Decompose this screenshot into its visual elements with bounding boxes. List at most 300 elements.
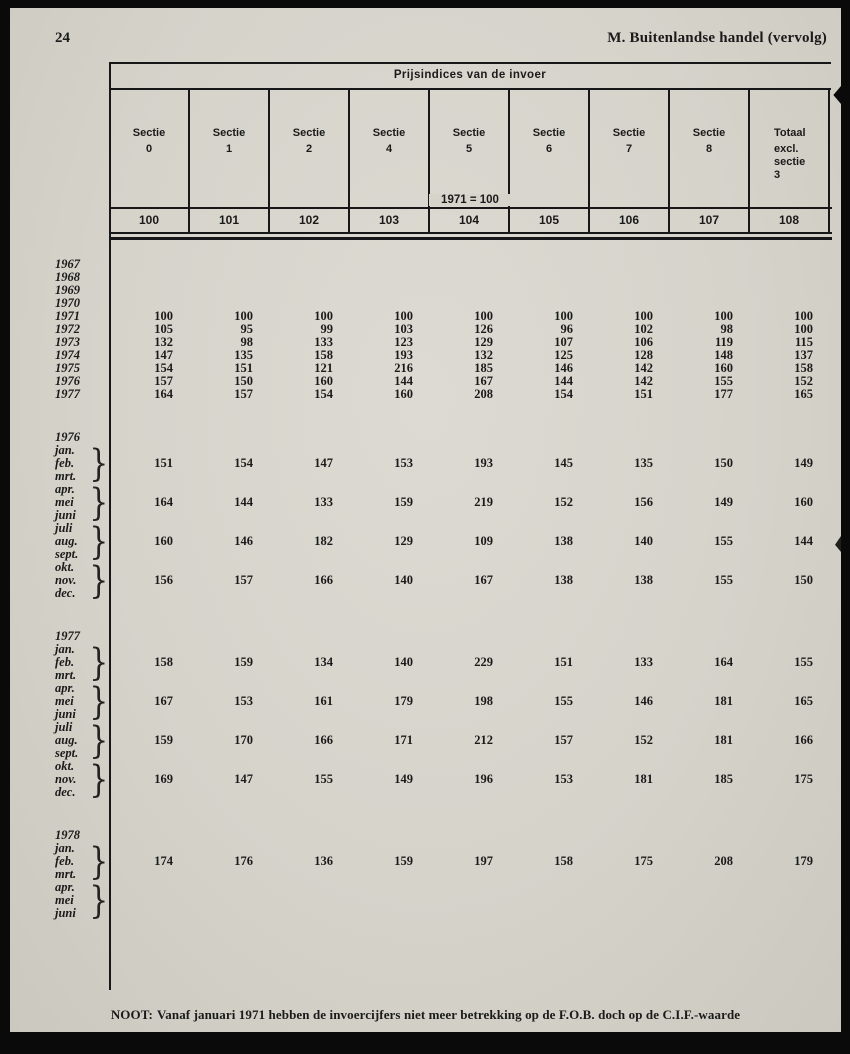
brace-icon: } (89, 679, 109, 723)
value-cell: 166 (314, 573, 333, 587)
value-cell: 160 (714, 361, 733, 375)
value-cell: 106 (634, 335, 653, 349)
value-cell: 197 (474, 854, 493, 868)
value-cell: 182 (314, 534, 333, 548)
value-cell: 134 (314, 655, 333, 669)
value-cell (350, 258, 430, 271)
column-header-name: Sectie (372, 127, 406, 139)
value-cell: 158 (794, 361, 813, 375)
month-label: juni (55, 707, 76, 721)
value-cell (670, 284, 750, 297)
month-label: juni (55, 508, 76, 522)
value-cell (430, 297, 510, 310)
value-cell: 155 (714, 534, 733, 548)
value-cell (270, 271, 350, 284)
value-cell (350, 297, 430, 310)
year-block-label-1976 (40, 431, 832, 444)
month-label: aug. (55, 733, 78, 747)
value-cell: 176 (234, 854, 253, 868)
value-cell: 166 (794, 733, 813, 747)
value-cell (270, 881, 350, 920)
value-cell: 155 (794, 655, 813, 669)
year-label: 1976 (55, 374, 80, 388)
month-group (40, 679, 832, 723)
value-cell (670, 881, 750, 920)
brace-icon: } (89, 558, 109, 602)
value-cell: 138 (554, 573, 573, 587)
column-number-102: 102 (270, 209, 350, 232)
value-cell: 160 (794, 495, 813, 509)
value-cell: 147 (154, 348, 173, 362)
value-cell: 123 (394, 335, 413, 349)
value-cell: 161 (314, 694, 333, 708)
column-header-name: Sectie (452, 127, 486, 139)
value-cell: 140 (394, 573, 413, 587)
value-cell (190, 284, 270, 297)
value-cell (270, 297, 350, 310)
value-cell: 160 (394, 387, 413, 401)
value-cell (350, 881, 430, 920)
brace-icon: } (89, 757, 109, 801)
month-label: juni (55, 906, 76, 920)
value-cell: 152 (794, 374, 813, 388)
month-labels (40, 519, 110, 563)
value-cell: 146 (234, 534, 253, 548)
value-cell: 98 (240, 335, 253, 349)
value-cell: 100 (554, 309, 573, 323)
value-cell: 170 (234, 733, 253, 747)
value-cell: 198 (474, 694, 493, 708)
value-cell: 208 (714, 854, 733, 868)
value-cell (430, 258, 510, 271)
value-cell: 136 (314, 854, 333, 868)
value-cell: 158 (154, 655, 173, 669)
year-label: 1971 (55, 309, 80, 323)
value-cell (670, 297, 750, 310)
month-label: feb. (55, 854, 75, 868)
value-cell: 159 (394, 495, 413, 509)
value-cell (110, 258, 190, 271)
column-number-104: 104 (430, 209, 510, 232)
year-block-label-1978 (40, 829, 832, 842)
value-cell: 137 (794, 348, 813, 362)
table-title: Prijsindices van de invoer (393, 69, 547, 81)
value-cell: 147 (234, 772, 253, 786)
month-group (40, 718, 832, 762)
value-cell (430, 284, 510, 297)
value-cell: 125 (554, 348, 573, 362)
value-cell: 164 (714, 655, 733, 669)
value-cell: 105 (154, 322, 173, 336)
chapter-title: M. Buitenlandse handel (vervolg) (607, 30, 827, 46)
value-cell (110, 271, 190, 284)
value-cell: 181 (714, 733, 733, 747)
value-cell (590, 881, 670, 920)
value-cell: 100 (634, 309, 653, 323)
year-label: 1969 (55, 283, 80, 297)
value-cell: 165 (794, 694, 813, 708)
value-cell: 100 (234, 309, 253, 323)
scan-artifact (835, 536, 841, 552)
scan-artifact (832, 86, 841, 104)
month-label: apr. (55, 880, 75, 894)
value-cell: 135 (234, 348, 253, 362)
value-cell: 149 (714, 495, 733, 509)
column-header-code: excl. sectie 3 (774, 143, 806, 181)
value-cell: 164 (154, 495, 173, 509)
brace-icon: } (89, 839, 109, 883)
value-cell: 181 (714, 694, 733, 708)
footnote-text: Vanaf januari 1971 hebben de invoercijfers niet meer betrekking op de F.O.B. doch op de C.I.F.-waarde (156, 1007, 741, 1022)
value-cell: 155 (554, 694, 573, 708)
value-cell: 100 (154, 309, 173, 323)
brace-icon: } (89, 519, 109, 563)
value-cell: 167 (154, 694, 173, 708)
value-cell: 129 (394, 534, 413, 548)
column-number-106: 106 (590, 209, 670, 232)
value-cell: 148 (714, 348, 733, 362)
month-group (40, 839, 832, 883)
value-cell: 175 (634, 854, 653, 868)
value-cell: 160 (314, 374, 333, 388)
value-cell: 154 (314, 387, 333, 401)
document-page (10, 8, 841, 1032)
brace-icon: } (89, 441, 109, 485)
month-group (40, 441, 832, 485)
value-cell (190, 258, 270, 271)
value-cell: 152 (554, 495, 573, 509)
page-header (55, 30, 827, 47)
value-cell: 157 (234, 573, 253, 587)
value-cell (350, 284, 430, 297)
value-cell: 153 (234, 694, 253, 708)
brace-icon: } (89, 640, 109, 684)
value-cell: 179 (794, 854, 813, 868)
value-cell: 159 (154, 733, 173, 747)
value-cell: 144 (554, 374, 573, 388)
value-cell: 185 (474, 361, 493, 375)
value-cell: 121 (314, 361, 333, 375)
month-label: nov. (55, 772, 77, 786)
value-cell: 144 (234, 495, 253, 509)
value-cell: 174 (154, 854, 173, 868)
value-cell (750, 297, 830, 310)
value-cell: 166 (314, 733, 333, 747)
value-cell: 179 (394, 694, 413, 708)
value-cell: 100 (474, 309, 493, 323)
value-cell: 144 (794, 534, 813, 548)
value-cell: 152 (634, 733, 653, 747)
value-cell (510, 881, 590, 920)
value-cell: 160 (154, 534, 173, 548)
year-label: 1977 (55, 387, 80, 401)
column-header-name: Totaal (774, 127, 806, 139)
month-label: apr. (55, 681, 75, 695)
value-cell (110, 881, 190, 920)
value-cell: 140 (634, 534, 653, 548)
value-cell: 135 (634, 456, 653, 470)
month-label: sept. (55, 746, 79, 760)
value-cell: 96 (560, 322, 573, 336)
column-header-code: 6 (545, 143, 553, 155)
column-header-name: Sectie (132, 127, 166, 139)
value-cell: 159 (394, 854, 413, 868)
value-cell: 151 (234, 361, 253, 375)
page-number: 24 (55, 30, 70, 46)
column-number-row (110, 207, 832, 234)
value-cell: 150 (714, 456, 733, 470)
value-cell: 128 (634, 348, 653, 362)
value-cell: 154 (154, 361, 173, 375)
value-cell (430, 271, 510, 284)
month-label: feb. (55, 456, 75, 470)
column-header-code: 1 (225, 143, 233, 155)
month-group (40, 640, 832, 684)
value-cell: 100 (794, 322, 813, 336)
value-cell: 181 (634, 772, 653, 786)
column-header-name: Sectie (532, 127, 566, 139)
month-label: nov. (55, 573, 77, 587)
month-label: jan. (55, 642, 75, 656)
value-cell (350, 271, 430, 284)
month-labels (40, 679, 110, 723)
month-labels (40, 757, 110, 801)
month-label: jan. (55, 443, 75, 457)
value-cell: 129 (474, 335, 493, 349)
month-label: mei (55, 694, 74, 708)
year-block-year: 1977 (55, 629, 80, 643)
column-header-code: 2 (305, 143, 313, 155)
column-header-code: 0 (145, 143, 153, 155)
month-label: okt. (55, 560, 75, 574)
value-cell: 175 (794, 772, 813, 786)
month-group (40, 757, 832, 801)
value-cell: 155 (714, 573, 733, 587)
value-cell: 155 (314, 772, 333, 786)
month-labels (40, 558, 110, 602)
value-cell (110, 284, 190, 297)
column-header-name: Sectie (612, 127, 646, 139)
value-cell: 171 (394, 733, 413, 747)
year-block-label-1977 (40, 630, 832, 643)
value-cell: 99 (320, 322, 333, 336)
column-header-code: 5 (465, 143, 473, 155)
value-cell (190, 271, 270, 284)
column-header-code: 7 (625, 143, 633, 155)
value-cell: 158 (554, 854, 573, 868)
value-cell (590, 284, 670, 297)
base-year-note-text: 1971 = 100 (429, 194, 511, 206)
value-cell: 146 (634, 694, 653, 708)
value-cell: 115 (794, 335, 813, 349)
column-header-name: Sectie (692, 127, 726, 139)
value-cell (510, 284, 590, 297)
month-label: sept. (55, 547, 79, 561)
value-cell: 153 (394, 456, 413, 470)
year-label: 1972 (55, 322, 80, 336)
value-cell: 164 (154, 387, 173, 401)
value-cell (590, 297, 670, 310)
month-label: okt. (55, 759, 75, 773)
brace-icon: } (89, 718, 109, 762)
value-cell: 138 (634, 573, 653, 587)
value-cell (430, 881, 510, 920)
value-cell: 133 (314, 495, 333, 509)
month-label: apr. (55, 482, 75, 496)
value-cell (750, 271, 830, 284)
value-cell: 100 (794, 309, 813, 323)
value-cell: 216 (394, 361, 413, 375)
column-header-name: Sectie (212, 127, 246, 139)
value-cell: 109 (474, 534, 493, 548)
value-cell: 150 (794, 573, 813, 587)
value-cell: 132 (154, 335, 173, 349)
month-labels (40, 718, 110, 762)
column-header-name: Sectie (292, 127, 326, 139)
year-label: 1975 (55, 361, 80, 375)
value-cell: 140 (394, 655, 413, 669)
value-cell: 157 (234, 387, 253, 401)
value-cell (590, 258, 670, 271)
value-cell: 229 (474, 655, 493, 669)
year-label: 1973 (55, 335, 80, 349)
year-row-1967 (40, 258, 832, 271)
value-cell (270, 258, 350, 271)
month-label: jan. (55, 841, 75, 855)
column-number-107: 107 (670, 209, 750, 232)
value-cell: 151 (554, 655, 573, 669)
month-label: mei (55, 893, 74, 907)
value-cell: 98 (720, 322, 733, 336)
month-label: mei (55, 495, 74, 509)
column-number-101: 101 (190, 209, 270, 232)
value-cell: 138 (554, 534, 573, 548)
value-cell: 219 (474, 495, 493, 509)
value-cell: 154 (554, 387, 573, 401)
year-row-1969 (40, 284, 832, 297)
value-cell (510, 297, 590, 310)
column-number-100: 100 (110, 209, 190, 232)
value-cell: 100 (314, 309, 333, 323)
value-cell: 133 (634, 655, 653, 669)
year-row-1977 (40, 388, 832, 401)
year-block-year: 1976 (55, 430, 80, 444)
value-cell: 177 (714, 387, 733, 401)
value-cell: 145 (554, 456, 573, 470)
value-cell: 133 (314, 335, 333, 349)
value-cell: 167 (474, 374, 493, 388)
value-cell: 208 (474, 387, 493, 401)
value-cell: 149 (394, 772, 413, 786)
value-cell: 154 (234, 456, 253, 470)
value-cell: 150 (234, 374, 253, 388)
value-cell: 165 (794, 387, 813, 401)
value-cell: 193 (394, 348, 413, 362)
value-cell: 107 (554, 335, 573, 349)
brace-icon: } (89, 878, 109, 922)
year-row-1968 (40, 271, 832, 284)
month-group (40, 558, 832, 602)
value-cell: 157 (554, 733, 573, 747)
value-cell: 212 (474, 733, 493, 747)
column-header-code: 8 (705, 143, 713, 155)
value-cell: 156 (634, 495, 653, 509)
base-year-note (110, 190, 830, 208)
value-cell: 132 (474, 348, 493, 362)
month-label: juli (55, 521, 73, 535)
value-cell: 157 (154, 374, 173, 388)
year-label: 1970 (55, 296, 80, 310)
column-number-108: 108 (750, 209, 830, 232)
month-labels (40, 640, 110, 684)
value-cell: 149 (794, 456, 813, 470)
value-cell: 147 (314, 456, 333, 470)
month-labels (40, 480, 110, 524)
column-header-code: 4 (385, 143, 393, 155)
year-block-year: 1978 (55, 828, 80, 842)
value-cell: 102 (634, 322, 653, 336)
value-cell (510, 271, 590, 284)
month-labels (40, 441, 110, 485)
value-cell: 95 (240, 322, 253, 336)
table-body (40, 238, 832, 920)
month-label: juli (55, 720, 73, 734)
value-cell: 142 (634, 361, 653, 375)
month-label: mrt. (55, 469, 77, 483)
value-cell (750, 881, 830, 920)
value-cell: 151 (634, 387, 653, 401)
value-cell (270, 284, 350, 297)
value-cell: 146 (554, 361, 573, 375)
value-cell (670, 271, 750, 284)
value-cell: 196 (474, 772, 493, 786)
value-cell: 185 (714, 772, 733, 786)
brace-icon: } (89, 480, 109, 524)
value-cell (750, 258, 830, 271)
column-number-105: 105 (510, 209, 590, 232)
value-cell (110, 297, 190, 310)
value-cell: 159 (234, 655, 253, 669)
value-cell: 142 (634, 374, 653, 388)
value-cell: 144 (394, 374, 413, 388)
column-number-103: 103 (350, 209, 430, 232)
value-cell: 167 (474, 573, 493, 587)
price-index-table (40, 62, 832, 1002)
month-label: mrt. (55, 668, 77, 682)
footnote (10, 1007, 841, 1023)
value-cell: 100 (714, 309, 733, 323)
value-cell (750, 284, 830, 297)
month-labels (40, 839, 110, 883)
month-group (40, 878, 832, 922)
year-label: 1968 (55, 270, 80, 284)
value-cell (510, 258, 590, 271)
value-cell (190, 881, 270, 920)
value-cell: 193 (474, 456, 493, 470)
month-label: mrt. (55, 867, 77, 881)
month-group (40, 480, 832, 524)
month-label: dec. (55, 785, 76, 799)
value-cell: 169 (154, 772, 173, 786)
table-top-rule (110, 62, 831, 64)
value-cell: 126 (474, 322, 493, 336)
month-labels (40, 878, 110, 922)
value-cell (670, 258, 750, 271)
footnote-label: NOOT: (110, 1007, 153, 1022)
value-cell: 119 (714, 335, 733, 349)
value-cell: 155 (714, 374, 733, 388)
year-label: 1974 (55, 348, 80, 362)
